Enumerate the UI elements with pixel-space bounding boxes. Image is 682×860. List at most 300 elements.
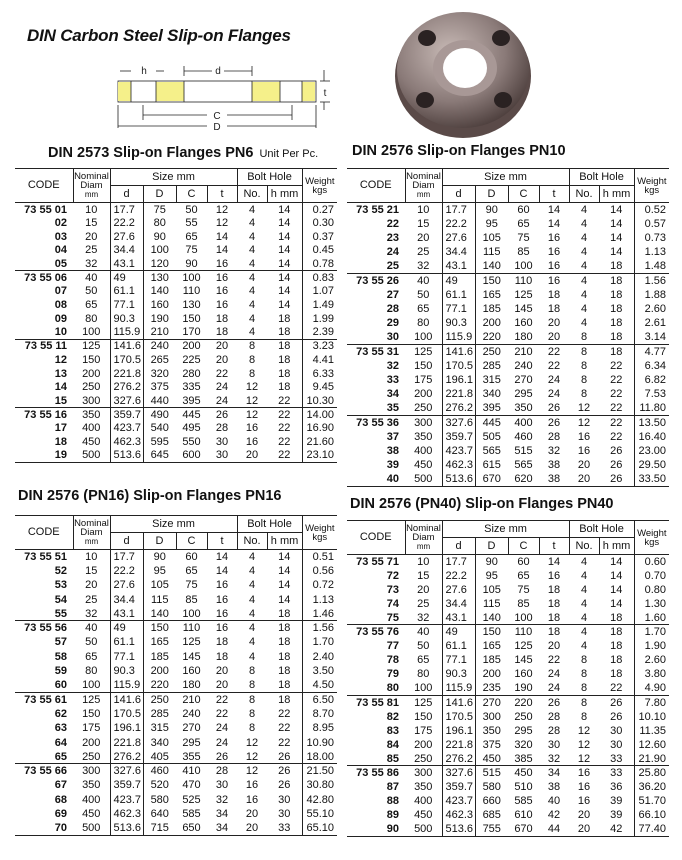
cell-t: 30 bbox=[547, 738, 561, 751]
cell-C: 75 bbox=[517, 583, 530, 596]
cell-bolt-no: 12 bbox=[577, 752, 591, 765]
cell-bolt-h: 18 bbox=[610, 288, 623, 301]
cell-nominal-diam: 300 bbox=[405, 415, 442, 429]
cell-d: 34.4 bbox=[442, 245, 475, 259]
page-title: DIN Carbon Steel Slip-on Flanges bbox=[27, 26, 291, 45]
cell-bolt-no: 4 bbox=[580, 583, 588, 596]
cell-t: 16 bbox=[215, 579, 229, 592]
cell-t: 18 bbox=[547, 288, 561, 301]
header-h: h mm bbox=[599, 538, 634, 555]
flange-table-2 bbox=[15, 515, 337, 836]
cell-C: 160 bbox=[514, 317, 533, 330]
cell-nominal-diam: 200 bbox=[414, 388, 433, 401]
cell-D: 150 bbox=[475, 273, 508, 287]
cell-D: 115 bbox=[475, 597, 508, 611]
cell-nominal-diam: 250 bbox=[414, 752, 433, 765]
cell-code: 73 55 51 bbox=[24, 550, 67, 563]
cell-t: 16 bbox=[207, 271, 237, 285]
cell-weight: 2.61 bbox=[634, 316, 669, 330]
cell-D: 240 bbox=[143, 339, 176, 353]
cell-weight: 0.78 bbox=[302, 257, 337, 271]
cell-code: 65 bbox=[54, 750, 67, 763]
cell-t: 20 bbox=[215, 665, 229, 678]
header-size: Size mm bbox=[110, 169, 237, 186]
cell-D: 395 bbox=[475, 401, 508, 415]
cell-d: 170.5 bbox=[110, 353, 143, 367]
cell-C: 125 bbox=[514, 288, 533, 301]
cell-d: 276.2 bbox=[442, 401, 475, 415]
cell-d: 141.6 bbox=[110, 339, 143, 353]
cell-bolt-no: 4 bbox=[248, 564, 256, 577]
cell-code: 85 bbox=[386, 752, 399, 765]
table-row bbox=[347, 245, 669, 259]
cell-bolt-h: 26 bbox=[610, 710, 623, 723]
cell-code: 30 bbox=[386, 331, 399, 344]
cell-bolt-no: 12 bbox=[577, 401, 591, 414]
cell-nominal-diam: 20 bbox=[85, 230, 98, 243]
table-row bbox=[347, 259, 669, 273]
cell-weight: 2.60 bbox=[634, 653, 669, 667]
cell-nominal-diam: 80 bbox=[417, 668, 430, 681]
cell-C: 180 bbox=[182, 679, 201, 692]
cell-D: 285 bbox=[143, 707, 176, 721]
cell-nominal-diam: 400 bbox=[82, 422, 101, 435]
header-no: No. bbox=[569, 538, 599, 555]
cell-code: 73 55 81 bbox=[347, 695, 405, 709]
cell-weight: 6.34 bbox=[634, 359, 669, 373]
cell-nominal-diam: 10 bbox=[85, 550, 98, 563]
header-size: Size mm bbox=[442, 169, 569, 186]
cell-D: 505 bbox=[475, 430, 508, 444]
cell-t: 28 bbox=[547, 724, 561, 737]
cell-code: 25 bbox=[386, 260, 399, 273]
cell-C: 295 bbox=[182, 736, 201, 749]
cell-code: 18 bbox=[54, 436, 67, 449]
cell-t: 24 bbox=[547, 373, 561, 386]
cell-weight: 23.00 bbox=[634, 444, 669, 458]
cell-bolt-no: 20 bbox=[245, 807, 259, 820]
cell-nominal-diam: 350 bbox=[414, 430, 433, 443]
cell-D: 375 bbox=[475, 738, 508, 752]
cell-code: 29 bbox=[386, 317, 399, 330]
cell-d: 90.3 bbox=[442, 667, 475, 681]
cell-t: 20 bbox=[215, 353, 229, 366]
cell-weight: 6.82 bbox=[634, 373, 669, 387]
cell-t: 38 bbox=[547, 458, 561, 471]
cell-bolt-no: 4 bbox=[580, 246, 588, 259]
cell-bolt-h: 14 bbox=[610, 597, 623, 610]
cell-C: 60 bbox=[517, 203, 530, 216]
cell-weight: 1.88 bbox=[634, 288, 669, 302]
cell-bolt-no: 12 bbox=[577, 724, 591, 737]
cell-code: 64 bbox=[54, 736, 67, 749]
cell-t: 22 bbox=[207, 692, 237, 706]
cell-C: 650 bbox=[176, 821, 207, 835]
cell-D: 340 bbox=[475, 387, 508, 401]
table-row bbox=[347, 738, 669, 752]
cell-code: 27 bbox=[386, 288, 399, 301]
cell-D: 140 bbox=[143, 607, 176, 621]
cell-bolt-h: 14 bbox=[278, 550, 291, 563]
cell-weight: 0.45 bbox=[302, 244, 337, 258]
cell-weight: 1.48 bbox=[634, 259, 669, 273]
cell-D: 120 bbox=[143, 257, 176, 271]
cell-d: 221.8 bbox=[110, 735, 143, 749]
cell-code: 73 55 61 bbox=[15, 692, 73, 706]
header-code: CODE bbox=[347, 169, 405, 203]
cell-bolt-h: 18 bbox=[599, 344, 634, 358]
cell-nominal-diam: 50 bbox=[85, 285, 98, 298]
cell-bolt-no: 4 bbox=[580, 260, 588, 273]
cell-t: 14 bbox=[215, 244, 229, 257]
header-weight: Weight kgs bbox=[302, 169, 337, 203]
cell-bolt-h: 14 bbox=[278, 244, 291, 257]
cell-C: 60 bbox=[185, 550, 198, 563]
table-row bbox=[347, 288, 669, 302]
cell-C: 385 bbox=[514, 752, 533, 765]
cell-code: 24 bbox=[386, 246, 399, 259]
cell-C: 75 bbox=[517, 231, 530, 244]
cell-C: 515 bbox=[514, 444, 533, 457]
cell-d: 141.6 bbox=[110, 692, 143, 706]
cell-nominal-diam: 10 bbox=[417, 203, 430, 216]
cell-d: 327.6 bbox=[110, 394, 143, 408]
cell-nominal-diam: 300 bbox=[405, 766, 442, 780]
cell-C: 270 bbox=[182, 722, 201, 735]
cell-weight: 6.50 bbox=[302, 692, 337, 706]
cell-C: 355 bbox=[182, 750, 201, 763]
flange-dimension-diagram bbox=[112, 60, 332, 130]
table-row bbox=[347, 794, 669, 808]
cell-code: 62 bbox=[54, 707, 67, 720]
cell-code: 53 bbox=[54, 579, 67, 592]
cell-C: 610 bbox=[514, 809, 533, 822]
cell-nominal-diam: 150 bbox=[82, 353, 101, 366]
cell-D: 100 bbox=[143, 244, 176, 258]
cell-nominal-diam: 50 bbox=[85, 636, 98, 649]
cell-D: 285 bbox=[475, 359, 508, 373]
cell-t: 14 bbox=[547, 203, 561, 216]
table-title-pn6: DIN 2573 Slip-on Flanges PN6 Unit Per Pc. bbox=[48, 145, 319, 161]
cell-code: 52 bbox=[54, 564, 67, 577]
cell-d: 22.2 bbox=[110, 564, 143, 578]
cell-D: 165 bbox=[475, 288, 508, 302]
table-row bbox=[347, 766, 669, 780]
cell-D: 640 bbox=[143, 807, 176, 821]
cell-bolt-h: 14 bbox=[278, 203, 291, 216]
table-row bbox=[347, 430, 669, 444]
cell-nominal-diam: 500 bbox=[73, 821, 110, 835]
cell-t: 24 bbox=[215, 381, 229, 394]
cell-t: 14 bbox=[215, 564, 229, 577]
cell-bolt-h: 36 bbox=[610, 781, 623, 794]
cell-nominal-diam: 40 bbox=[73, 271, 110, 285]
cell-code: 73 55 56 bbox=[15, 621, 73, 635]
cell-bolt-no: 8 bbox=[569, 344, 599, 358]
cell-nominal-diam: 40 bbox=[405, 273, 442, 287]
table-row bbox=[15, 380, 337, 394]
cell-D: 95 bbox=[143, 564, 176, 578]
cell-nominal-diam: 32 bbox=[85, 607, 98, 620]
table-row bbox=[15, 230, 337, 244]
cell-C: 270 bbox=[514, 373, 533, 386]
table-row bbox=[15, 764, 337, 778]
table-row bbox=[347, 444, 669, 458]
header-D: D bbox=[475, 538, 508, 555]
cell-d: 17.7 bbox=[442, 555, 475, 569]
cell-D: 95 bbox=[475, 217, 508, 231]
label-d: d bbox=[215, 66, 221, 77]
cell-bolt-h: 26 bbox=[610, 458, 623, 471]
table-row bbox=[15, 678, 337, 692]
cell-weight: 29.50 bbox=[634, 458, 669, 472]
cell-D: 315 bbox=[143, 721, 176, 735]
cell-bolt-h: 18 bbox=[278, 353, 291, 366]
cell-t: 26 bbox=[547, 401, 561, 414]
cell-bolt-h: 18 bbox=[267, 621, 302, 635]
label-D: D bbox=[213, 122, 221, 130]
header-t: t bbox=[207, 533, 237, 550]
cell-D: 75 bbox=[143, 203, 176, 217]
cell-C: 240 bbox=[182, 707, 201, 720]
cell-nominal-diam: 175 bbox=[414, 724, 433, 737]
cell-d: 43.1 bbox=[110, 607, 143, 621]
cell-C: 280 bbox=[182, 367, 201, 380]
cell-t: 38 bbox=[539, 472, 569, 486]
cell-code: 77 bbox=[386, 640, 399, 653]
cell-bolt-no: 12 bbox=[245, 381, 259, 394]
cell-code: 68 bbox=[54, 793, 67, 806]
cell-D: 190 bbox=[143, 312, 176, 326]
cell-nominal-diam: 20 bbox=[417, 583, 430, 596]
cell-code: 32 bbox=[386, 359, 399, 372]
header-code: CODE bbox=[15, 516, 73, 550]
table-row bbox=[15, 707, 337, 721]
table-row bbox=[15, 271, 337, 285]
cell-bolt-no: 4 bbox=[580, 288, 588, 301]
header-code: CODE bbox=[347, 521, 405, 555]
cell-bolt-no: 8 bbox=[580, 668, 588, 681]
cell-bolt-h: 18 bbox=[610, 654, 623, 667]
cell-code: 02 bbox=[54, 217, 67, 230]
cell-weight: 10.30 bbox=[302, 394, 337, 408]
cell-t: 14 bbox=[547, 217, 561, 230]
cell-D: 90 bbox=[143, 230, 176, 244]
cell-bolt-h: 14 bbox=[610, 569, 623, 582]
table-row bbox=[15, 408, 337, 422]
header-d: d bbox=[442, 186, 475, 203]
cell-C: 510 bbox=[514, 781, 533, 794]
cell-D: 565 bbox=[475, 444, 508, 458]
cell-nominal-diam: 175 bbox=[82, 722, 101, 735]
cell-bolt-h: 14 bbox=[278, 564, 291, 577]
cell-bolt-h: 18 bbox=[610, 668, 623, 681]
cell-bolt-h: 14 bbox=[278, 299, 291, 312]
cell-t: 22 bbox=[547, 654, 561, 667]
cell-bolt-no: 12 bbox=[237, 408, 267, 422]
cell-C: 335 bbox=[182, 381, 201, 394]
cell-t: 16 bbox=[547, 231, 561, 244]
cell-t: 18 bbox=[547, 302, 561, 315]
cell-weight: 66.10 bbox=[634, 808, 669, 822]
cell-nominal-diam: 150 bbox=[414, 359, 433, 372]
cell-nominal-diam: 500 bbox=[73, 449, 110, 463]
cell-d: 17.7 bbox=[110, 550, 143, 564]
cell-code: 79 bbox=[386, 668, 399, 681]
cell-t: 32 bbox=[215, 793, 229, 806]
header-C: C bbox=[508, 186, 539, 203]
cell-nominal-diam: 450 bbox=[414, 809, 433, 822]
header-size: Size mm bbox=[442, 521, 569, 538]
cell-bolt-h: 30 bbox=[610, 724, 623, 737]
cell-bolt-no: 16 bbox=[245, 436, 259, 449]
cell-bolt-no: 4 bbox=[248, 230, 256, 243]
cell-weight: 0.57 bbox=[634, 217, 669, 231]
cell-nominal-diam: 80 bbox=[85, 312, 98, 325]
cell-code: 38 bbox=[386, 444, 399, 457]
cell-weight: 21.90 bbox=[634, 752, 669, 766]
table-row bbox=[347, 555, 669, 569]
cell-d: 22.2 bbox=[110, 216, 143, 230]
cell-t: 14 bbox=[215, 230, 229, 243]
cell-bolt-no: 4 bbox=[248, 593, 256, 606]
cell-bolt-h: 18 bbox=[599, 273, 634, 287]
cell-code: 17 bbox=[54, 422, 67, 435]
cell-bolt-h: 18 bbox=[610, 317, 623, 330]
cell-bolt-h: 22 bbox=[610, 682, 623, 695]
cell-d: 27.6 bbox=[110, 230, 143, 244]
cell-nominal-diam: 175 bbox=[414, 373, 433, 386]
cell-D: 645 bbox=[143, 449, 176, 463]
header-d: d bbox=[110, 186, 143, 203]
cell-nominal-diam: 40 bbox=[73, 621, 110, 635]
cell-bolt-no: 8 bbox=[580, 388, 588, 401]
table-row bbox=[15, 564, 337, 578]
header-nominal: Nominal Diam mm bbox=[405, 521, 442, 555]
cell-weight: 1.56 bbox=[634, 273, 669, 287]
cell-code: 73 55 76 bbox=[347, 625, 405, 639]
cell-code: 54 bbox=[54, 593, 67, 606]
header-D: D bbox=[143, 533, 176, 550]
table-row bbox=[15, 312, 337, 326]
cell-D: 200 bbox=[475, 316, 508, 330]
cell-nominal-diam: 350 bbox=[73, 408, 110, 422]
cell-bolt-h: 14 bbox=[610, 203, 623, 216]
table-row bbox=[15, 353, 337, 367]
table-row bbox=[347, 415, 669, 429]
cell-d: 77.1 bbox=[442, 302, 475, 316]
cell-C: 295 bbox=[514, 724, 533, 737]
cell-t: 20 bbox=[547, 331, 561, 344]
cell-C: 295 bbox=[514, 388, 533, 401]
cell-D: 270 bbox=[475, 695, 508, 709]
cell-t: 30 bbox=[207, 449, 237, 463]
cell-D: 515 bbox=[475, 766, 508, 780]
table-row bbox=[347, 808, 669, 822]
cell-bolt-no: 8 bbox=[248, 707, 256, 720]
cell-C: 160 bbox=[182, 665, 201, 678]
cell-code: 88 bbox=[386, 795, 399, 808]
cell-t: 18 bbox=[547, 597, 561, 610]
cell-d: 513.6 bbox=[442, 472, 475, 486]
header-weight: Weight kgs bbox=[302, 516, 337, 550]
cell-d: 22.2 bbox=[442, 217, 475, 231]
cell-C: 145 bbox=[514, 654, 533, 667]
cell-t: 34 bbox=[539, 766, 569, 780]
cell-weight: 0.30 bbox=[302, 216, 337, 230]
cell-t: 26 bbox=[539, 695, 569, 709]
cell-weight: 51.70 bbox=[634, 794, 669, 808]
cell-bolt-h: 22 bbox=[278, 736, 291, 749]
cell-weight: 14.00 bbox=[302, 408, 337, 422]
table-row bbox=[347, 597, 669, 611]
cell-code: 63 bbox=[54, 722, 67, 735]
header-nominal: Nominal Diam mm bbox=[73, 516, 110, 550]
cell-C: 100 bbox=[514, 611, 533, 624]
cell-d: 423.7 bbox=[442, 444, 475, 458]
cell-weight: 0.37 bbox=[302, 230, 337, 244]
cell-D: 315 bbox=[475, 373, 508, 387]
cell-t: 16 bbox=[215, 607, 229, 620]
cell-code: 59 bbox=[54, 665, 67, 678]
table-row bbox=[15, 721, 337, 735]
cell-t: 42 bbox=[547, 809, 561, 822]
table-row bbox=[347, 695, 669, 709]
cell-bolt-h: 33 bbox=[599, 766, 634, 780]
table-row bbox=[347, 217, 669, 231]
cell-bolt-no: 12 bbox=[245, 750, 259, 763]
cell-d: 462.3 bbox=[110, 435, 143, 449]
cell-C: 460 bbox=[514, 430, 533, 443]
cell-bolt-no: 4 bbox=[248, 550, 256, 563]
cell-weight: 0.52 bbox=[634, 203, 669, 217]
table-row bbox=[347, 316, 669, 330]
table-row bbox=[15, 735, 337, 749]
cell-weight: 42.80 bbox=[302, 793, 337, 807]
table-row bbox=[347, 373, 669, 387]
cell-bolt-h: 33 bbox=[610, 752, 623, 765]
cell-t: 38 bbox=[547, 781, 561, 794]
header-d: d bbox=[442, 538, 475, 555]
cell-d: 196.1 bbox=[110, 721, 143, 735]
header-no: No. bbox=[237, 533, 267, 550]
cell-code: 60 bbox=[54, 679, 67, 692]
cell-d: 359.7 bbox=[442, 430, 475, 444]
cell-bolt-no: 12 bbox=[245, 736, 259, 749]
cell-weight: 18.00 bbox=[302, 750, 337, 764]
cell-nominal-diam: 65 bbox=[85, 299, 98, 312]
cell-code: 13 bbox=[54, 367, 67, 380]
cell-bolt-no: 16 bbox=[245, 779, 259, 792]
cell-bolt-no: 8 bbox=[248, 665, 256, 678]
cell-nominal-diam: 125 bbox=[73, 339, 110, 353]
cell-code: 58 bbox=[54, 650, 67, 663]
table-row bbox=[347, 302, 669, 316]
cell-code: 78 bbox=[386, 654, 399, 667]
cell-bolt-no: 16 bbox=[577, 430, 591, 443]
cell-D: 580 bbox=[143, 793, 176, 807]
cell-bolt-no: 4 bbox=[580, 217, 588, 230]
cell-nominal-diam: 100 bbox=[414, 682, 433, 695]
cell-weight: 1.46 bbox=[302, 607, 337, 621]
cell-d: 115.9 bbox=[442, 330, 475, 344]
cell-weight: 4.90 bbox=[634, 681, 669, 695]
cell-bolt-no: 20 bbox=[577, 458, 591, 471]
cell-t: 18 bbox=[215, 650, 229, 663]
cell-d: 462.3 bbox=[442, 808, 475, 822]
cell-bolt-h: 22 bbox=[610, 359, 623, 372]
table-row bbox=[15, 750, 337, 764]
